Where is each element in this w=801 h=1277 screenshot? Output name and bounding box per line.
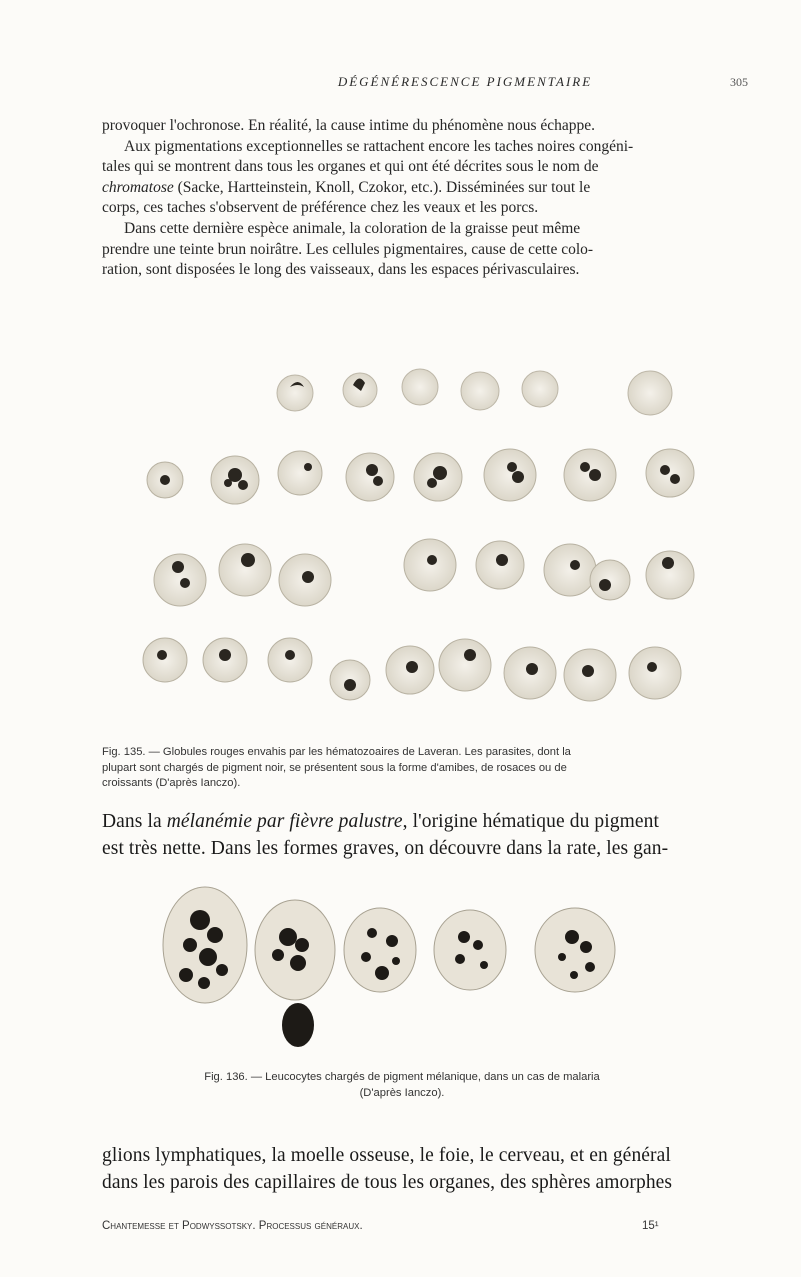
text-span: (Sacke, Hartteinstein, Knoll, Czokor, etc.). Disséminées sur tout le xyxy=(173,178,591,196)
text-span: , l'origine hématique du pigment xyxy=(402,811,660,832)
text-line: glions lymphatiques, la moelle osseuse, le foie, le cerveau, et en général xyxy=(102,1145,671,1166)
text-line: corps, ces taches s'observent de préférence chez les veaux et les porcs. xyxy=(102,199,539,217)
text-line: est très nette. Dans les formes graves, on découvre dans la rate, les gan- xyxy=(102,838,669,859)
paragraph-melanemie xyxy=(102,808,702,862)
page-footer xyxy=(102,1220,702,1232)
term-chromatose: chromatose xyxy=(102,178,174,196)
text-line: Aux pigmentations exceptionnelles se rattachent encore les taches noires congéni- xyxy=(124,137,634,155)
term-melanemie: mélanémie par fièvre palustre xyxy=(166,811,403,832)
figure-136-caption xyxy=(102,1070,702,1101)
figure-135-illustration xyxy=(140,355,700,735)
text-line: Dans cette dernière espèce animale, la coloration de la graisse peut même xyxy=(124,219,581,237)
paragraph-glions xyxy=(102,1142,702,1196)
text-line xyxy=(102,178,702,199)
text-line xyxy=(102,808,702,835)
running-title: DÉGÉNÉRESCENCE PIGMENTAIRE xyxy=(337,74,593,89)
text-line: prendre une teinte brun noirâtre. Les cellules pigmentaires, cause de cette colo- xyxy=(102,240,594,258)
caption-line: (D'après Ianczo). xyxy=(359,1086,445,1099)
footer-authors: Chantemesse et Podwyssotsky. Processus généraux. xyxy=(102,1220,363,1232)
text-span: Dans la xyxy=(102,811,167,832)
text-line: tales qui se montrent dans tous les organes et qui ont été décrites sous le nom de xyxy=(102,158,599,176)
text-line: dans les parois des capillaires de tous les organes, des sphères amorphes xyxy=(102,1172,673,1193)
paragraph-ochronose xyxy=(102,116,702,281)
text-line: provoquer l'ochronose. En réalité, la cause intime du phénomène nous échappe. xyxy=(102,117,596,134)
figure-135-caption xyxy=(102,745,702,792)
caption-line: Fig. 136. — Leucocytes chargés de pigment mélanique, dans un cas de malaria xyxy=(204,1071,600,1083)
page-number: 305 xyxy=(730,75,748,89)
text-line: ration, sont disposées le long des vaisseaux, dans les espaces périvasculaires. xyxy=(102,261,580,279)
caption-line: croissants (D'après Ianczo). xyxy=(102,777,241,789)
caption-line: plupart sont chargés de pigment noir, se présentent sous la forme d'amibes, de rosaces ou de xyxy=(102,761,567,774)
signature-mark: 15¹ xyxy=(642,1220,659,1232)
figure-136-illustration xyxy=(160,875,680,1065)
caption-line: Fig. 135. — Globules rouges envahis par les hématozoaires de Laveran. Les parasites, dont la xyxy=(102,746,571,758)
